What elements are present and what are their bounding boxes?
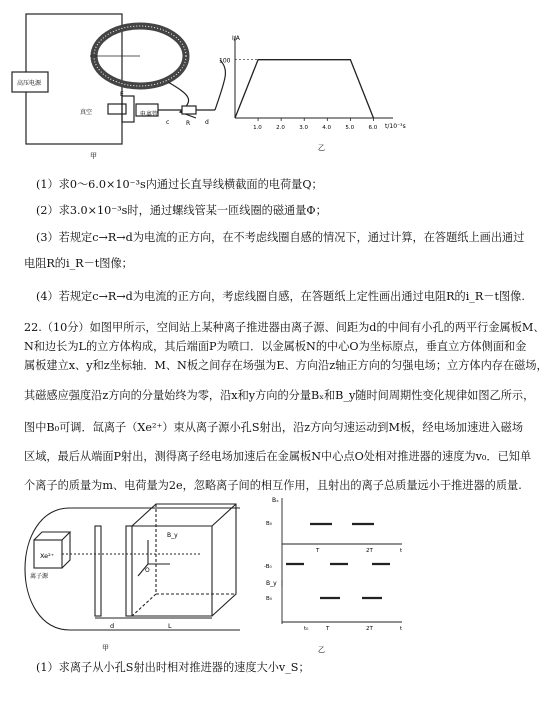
label-jia-bottom: 甲 bbox=[102, 644, 109, 652]
by-b0-label: B₀ bbox=[266, 596, 272, 602]
problem22-line4: 其磁感应强度沿z方向的分量始终为零，沿x和y方向的分量Bₓ和B_y随时间周期性变化规律如图乙所示， bbox=[24, 389, 535, 402]
question-bottom-1: (1）求离子从小孔S射出时相对推进器的速度大小v_S； bbox=[36, 661, 310, 674]
by-tick-2T: 2T bbox=[366, 626, 373, 632]
x-tick-label: 3.0 bbox=[299, 125, 308, 131]
by-tick-t0: t₀ bbox=[304, 626, 309, 632]
label-O-bottom: O bbox=[145, 567, 150, 574]
problem22-line7: 个离子的质量为m、电荷量为2e，忽略离子间的相互作用，且射出的离子总质量远小于推进器的质量. bbox=[24, 479, 522, 492]
label-source: 离子源 bbox=[30, 573, 49, 580]
question-3: (3）若规定c→R→d为电流的正方向，在不考虑线圈自感的情况下，通过计算，在答题纸上画出通过 bbox=[36, 231, 525, 244]
bx-tick-2T: 2T bbox=[366, 548, 373, 554]
circuit-diagram bbox=[12, 14, 225, 144]
question-4: (4）若规定c→R→d为电流的正方向，考虑线圈自感，在答题纸上定性画出通过电阻R的i_R－t图像. bbox=[36, 290, 525, 303]
bx-negb0-label: -B₀ bbox=[264, 564, 272, 570]
chart-xlabel: t/10⁻³s bbox=[385, 123, 406, 130]
label-discharge: 电离管 bbox=[140, 111, 159, 118]
b-field-graphs bbox=[264, 497, 403, 632]
x-tick-label: 1.0 bbox=[253, 125, 262, 131]
label-d: d bbox=[205, 119, 209, 126]
label-c: c bbox=[166, 119, 170, 126]
bx-b0-label: B₀ bbox=[266, 521, 272, 527]
series-line bbox=[235, 60, 373, 118]
chart-ylabel: I/A bbox=[232, 35, 240, 42]
problem22-line6: 区域，最后从端面P射出，测得离子经电场加速后在金属板N中心点O处相对推进器的速度为v₀．已知单 bbox=[24, 450, 532, 463]
figure-bottom bbox=[0, 490, 550, 660]
figure-top bbox=[0, 0, 550, 165]
label-vacuum: 真空 bbox=[80, 109, 93, 116]
problem22-line1: 22.（10分）如图甲所示，空间站上某种离子推进器由离子源、间距为d的中间有小孔的两平行金属板M、 bbox=[24, 321, 545, 334]
bx-tick-T: T bbox=[316, 548, 320, 554]
label-jia-top: 甲 bbox=[90, 152, 97, 160]
by-tick-T: T bbox=[326, 626, 330, 632]
label-d-dim: d bbox=[110, 622, 115, 630]
label-By-bottom: B_y bbox=[167, 532, 178, 539]
y-tick-label: 100 bbox=[219, 57, 231, 65]
problem22-line5: 图中B₀可调．氙离子（Xe²⁺）束从离子源小孔S射出，沿z方向匀速运动到M板，经电场加速进入磁场 bbox=[24, 421, 524, 434]
x-tick-label: 2.0 bbox=[276, 125, 285, 131]
label-E: E bbox=[120, 91, 124, 98]
problem22-line3: 属板建立x、y和z坐标轴．M、N板之间存在场强为E、方向沿z轴正方向的匀强电场；立方体内存在磁场， bbox=[24, 359, 548, 372]
x-tick-label: 5.0 bbox=[345, 125, 355, 131]
question-1: (1）求0～6.0×10⁻³s内通过长直导线横截面的电荷量Q； bbox=[36, 178, 323, 191]
question-2: (2）求3.0×10⁻³s时，通过螺线管某一匝线圈的磁通量Φ； bbox=[36, 204, 327, 217]
label-yi-bottom: 乙 bbox=[318, 646, 325, 654]
label-xe: Xe²⁺ bbox=[40, 552, 55, 560]
bx-axis-label: Bₓ bbox=[272, 497, 279, 504]
problem22-line2: N和边长为L的立方体构成，其后端面P为喷口．以金属板N的中心O为坐标原点，垂直立方体侧面和金 bbox=[24, 340, 527, 353]
x-tick-label: 6.0 bbox=[368, 125, 378, 131]
by-tick-t: t bbox=[400, 626, 403, 632]
label-yi-top: 乙 bbox=[318, 144, 325, 152]
question-3-cont: 电阻R的i_R－t图像； bbox=[24, 257, 133, 270]
by-axis-label: B_y bbox=[266, 580, 277, 587]
bx-tick-t: t bbox=[400, 548, 403, 554]
current-chart bbox=[219, 36, 393, 131]
x-tick-label: 4.0 bbox=[322, 125, 332, 131]
label-power: 高压电源 bbox=[17, 80, 42, 87]
label-R: R bbox=[186, 120, 191, 127]
label-L-dim: L bbox=[168, 622, 172, 630]
